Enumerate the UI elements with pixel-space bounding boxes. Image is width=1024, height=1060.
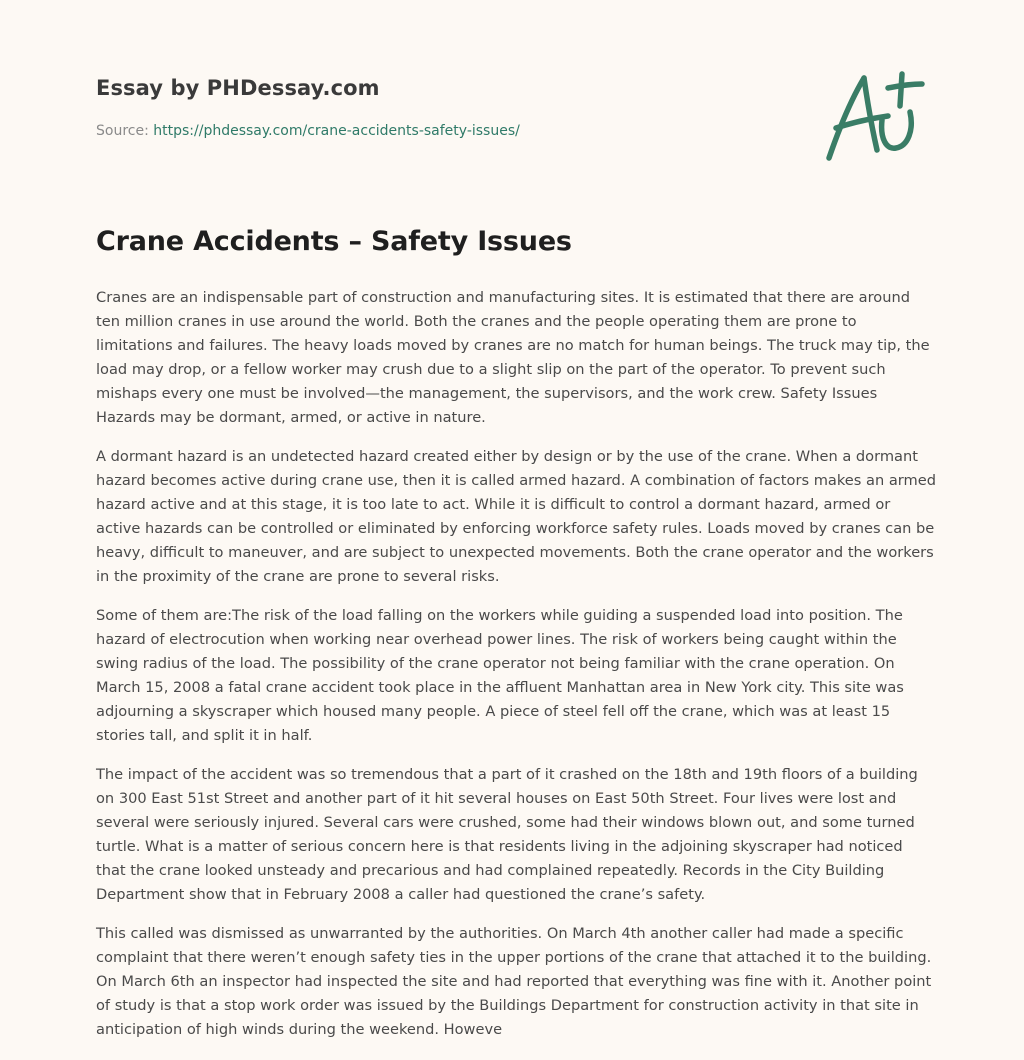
essay-body	[96, 286, 936, 1057]
paragraph: The impact of the accident was so tremendous that a part of it crashed on the 18th and 19th floors of a building on 300 East 51st Street and another part of it hit several houses on East 50th Street. Four lives were lost and several were seriously injured. Several cars were crushed, some had their windows blown out, and some turned turtle. What is a matter of serious concern here is that residents living in the adjoining skyscraper had noticed that the crane looked unsteady and precarious and had complained repeatedly. Records in the City Building Department show that in February 2008 a caller had questioned the crane’s safety.	[96, 766, 918, 903]
site-name: Essay by PHDessay.com	[96, 76, 380, 100]
a-plus-logo-icon	[822, 66, 928, 166]
paragraph: Some of them are:The risk of the load falling on the workers while guiding a suspended load into position. The hazard of electrocution when working near overhead power lines. The risk of workers being caught within the swing radius of the load. The possibility of the crane operator not being familiar with the crane operation. On March 15, 2008 a fatal crane accident took place in the affluent Manhattan area in New York city. This site was adjourning a skyscraper which housed many people. A piece of steel fell off the crane, which was at least 15 stories tall, and split it in half.	[96, 607, 904, 744]
paragraph: This called was dismissed as unwarranted by the authorities. On March 4th another caller had made a specific complaint that there weren’t enough safety ties in the upper portions of the crane that attached it to the building. On March 6th an inspector had inspected the site and had reported that everything was fine with it. Another point of study is that a stop work order was issued by the Buildings Department for construction activity in that site in anticipation of high winds during the weekend. Howeve	[96, 925, 932, 1038]
essay-title: Crane Accidents – Safety Issues	[96, 226, 572, 257]
paragraph: Cranes are an indispensable part of construction and manufacturing sites. It is estimated that there are around ten million cranes in use around the world. Both the cranes and the people operating them are prone to limitations and failures. The heavy loads moved by cranes are no match for human beings. The truck may tip, the load may drop, or a fellow worker may crush due to a slight slip on the part of the operator. To prevent such mishaps every one must be involved—the management, the supervisors, and the work crew. Safety Issues Hazards may be dormant, armed, or active in nature.	[96, 289, 930, 426]
paragraph: A dormant hazard is an undetected hazard created either by design or by the use of the crane. When a dormant hazard becomes active during crane use, then it is called armed hazard. A combination of factors makes an armed hazard active and at this stage, it is too late to act. While it is difficult to control a dormant hazard, armed or active hazards can be controlled or eliminated by enforcing workforce safety rules. Loads moved by cranes can be heavy, difficult to maneuver, and are subject to unexpected movements. Both the crane operator and the workers in the proximity of the crane are prone to several risks.	[96, 448, 936, 585]
source-label: Source:	[96, 123, 149, 139]
source-link[interactable]: https://phdessay.com/crane-accidents-safety-issues/	[153, 123, 520, 139]
source-line	[96, 123, 520, 139]
